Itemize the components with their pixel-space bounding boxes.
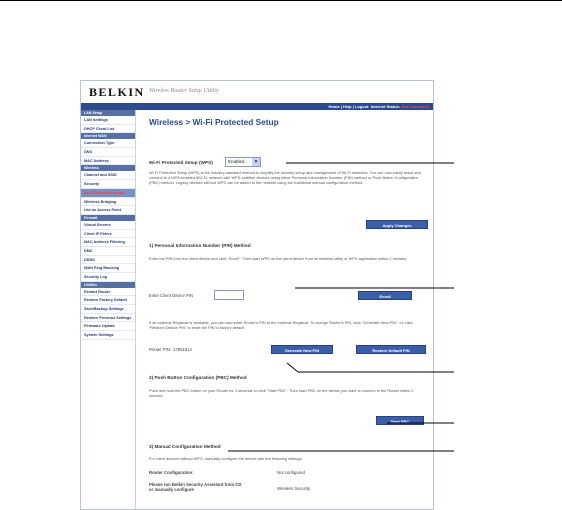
pin-method-description: Enter the PIN from the client device and click "Enroll". Then start WPS on the client device from its wireless utility or WPS application within 2 minutes. <box>149 256 408 261</box>
internet-status-label: Internet Status: <box>370 104 401 109</box>
pbc-method-description: Push and hold the PBC button on your Router for 3 seconds or click "Start PBC". Then start PBC on the device you want to connect to the Router within 2 minutes. <box>149 388 414 399</box>
header-tagline: Wireless Router Setup Utility <box>149 88 219 94</box>
sidebar-item-connection-type[interactable]: Connection Type <box>81 139 135 148</box>
sidebar-item-restart-router[interactable]: Restart Router <box>81 288 135 297</box>
config-key: Router Configuration: <box>149 470 194 475</box>
main-content <box>139 110 433 510</box>
external-registrar-description: If an external Registrar is available, you can also enter Router's PIN at the external Registrar. To change Router's PIN, click "Generate New PIN". Or click "Restore Default PIN" to reset the PIN to factory default. <box>149 320 413 331</box>
sidebar-item-ddns[interactable]: DDNS <box>81 256 135 265</box>
home-help-logout-links[interactable]: Home | Help | Logout <box>328 104 369 109</box>
enroll-button[interactable]: Enroll <box>358 291 412 300</box>
manual-method-heading: 3) Manual Configuration Method <box>149 444 221 449</box>
apply-changes-button[interactable]: Apply Changes <box>366 220 428 229</box>
top-nav-links <box>329 103 430 110</box>
wps-description: Wi-Fi Protected Setup (WPS) is the industry standard method to simplify the security setup and management of Wi-Fi networks. You can now easily setup and connect to a WPA-enabled 802.11 network with WPS-certified devices using either Personal Information Number (PIN) method or Push Button Configuration (PBC) method. Legacy devices without WPS can be added to the network using the traditional manual configuration method. <box>149 170 421 186</box>
sidebar-item-system-settings[interactable]: System Settings <box>81 331 135 340</box>
top-nav-bar <box>81 103 434 110</box>
sidebar-item-mac-address[interactable]: MAC Address <box>81 157 135 166</box>
page-title: Wireless > Wi-Fi Protected Setup <box>149 117 279 127</box>
page-top-rule <box>0 0 562 1</box>
sidebar-item-restore-factory-default[interactable]: Restore Factory Default <box>81 296 135 305</box>
sidebar-item-firmware-update[interactable]: Firmware Update <box>81 322 135 331</box>
belkin-logo: BELKIN <box>89 85 145 99</box>
sidebar-item-wifi-protected-setup[interactable]: Wi-Fi Protected Setup <box>81 189 135 198</box>
sidebar-item-dns[interactable]: DNS <box>81 148 135 157</box>
sidebar-item-restore-previous[interactable]: Restore Previous Settings <box>81 314 135 323</box>
sidebar-item-wireless-bridging[interactable]: Wireless Bridging <box>81 198 135 207</box>
sidebar-section-lan-setup[interactable]: LAN Setup <box>81 110 135 116</box>
config-row <box>149 470 425 480</box>
manual-method-description: For client devices without WPS, manually configure the device with the following settings: <box>149 456 303 461</box>
client-pin-label: Enter Client Device PIN <box>149 293 193 298</box>
pin-method-heading: 1) Personal Information Number (PIN) Method <box>149 243 251 248</box>
wps-select[interactable] <box>225 157 261 167</box>
sidebar-item-security[interactable]: Security <box>81 180 135 189</box>
router-pin <box>149 347 192 352</box>
config-row <box>149 482 425 500</box>
header <box>81 81 434 103</box>
router-pin-label: Router PIN: <box>149 347 171 352</box>
restore-default-pin-button[interactable]: Restore Default PIN <box>356 345 426 354</box>
sidebar-item-save-backup[interactable]: Save/Backup Settings <box>81 305 135 314</box>
sidebar-section-firewall[interactable]: Firewall <box>81 215 135 221</box>
sidebar-item-lan-settings[interactable]: LAN Settings <box>81 116 135 125</box>
start-pbc-button[interactable]: Start PBC <box>376 416 424 425</box>
wps-select-value: Enabled <box>228 159 245 164</box>
sidebar-item-dmz[interactable]: DMZ <box>81 247 135 256</box>
sidebar-section-wireless[interactable]: Wireless <box>81 165 135 171</box>
sidebar-item-channel-ssid[interactable]: Channel and SSID <box>81 171 135 180</box>
config-value: Wireless Security <box>277 486 311 491</box>
sidebar-section-internet-wan[interactable]: Internet WAN <box>81 133 135 139</box>
pbc-method-heading: 2) Push Button Configuration (PBC) Method <box>149 375 247 380</box>
sidebar-item-security-log[interactable]: Security Log <box>81 273 135 282</box>
wps-label: Wi-Fi Protected Setup (WPS) <box>149 160 213 165</box>
config-value: Not configured <box>277 470 305 475</box>
sidebar-item-virtual-servers[interactable]: Virtual Servers <box>81 221 135 230</box>
router-ui-screenshot <box>80 80 434 510</box>
sidebar-section-utilities[interactable]: Utilities <box>81 282 135 288</box>
sidebar-nav <box>81 110 136 510</box>
router-pin-value: 17851814 <box>173 347 192 352</box>
config-key: Please run Belkin Security Assistant from CD or manually configure <box>149 482 242 493</box>
chevron-down-icon: ▼ <box>253 159 259 165</box>
generate-new-pin-button[interactable]: Generate New PIN <box>271 345 333 354</box>
sidebar-item-mac-filtering[interactable]: MAC Address Filtering <box>81 238 135 247</box>
client-pin-input[interactable] <box>214 290 244 300</box>
sidebar-item-dhcp-client-list[interactable]: DHCP Client List <box>81 125 135 134</box>
sidebar-item-access-point[interactable]: Use as Access Point <box>81 206 135 215</box>
sidebar-item-wan-ping-blocking[interactable]: WAN Ping Blocking <box>81 264 135 273</box>
sidebar-item-client-ip-filters[interactable]: Client IP Filters <box>81 230 135 239</box>
internet-status-value: Not connected <box>401 104 429 109</box>
